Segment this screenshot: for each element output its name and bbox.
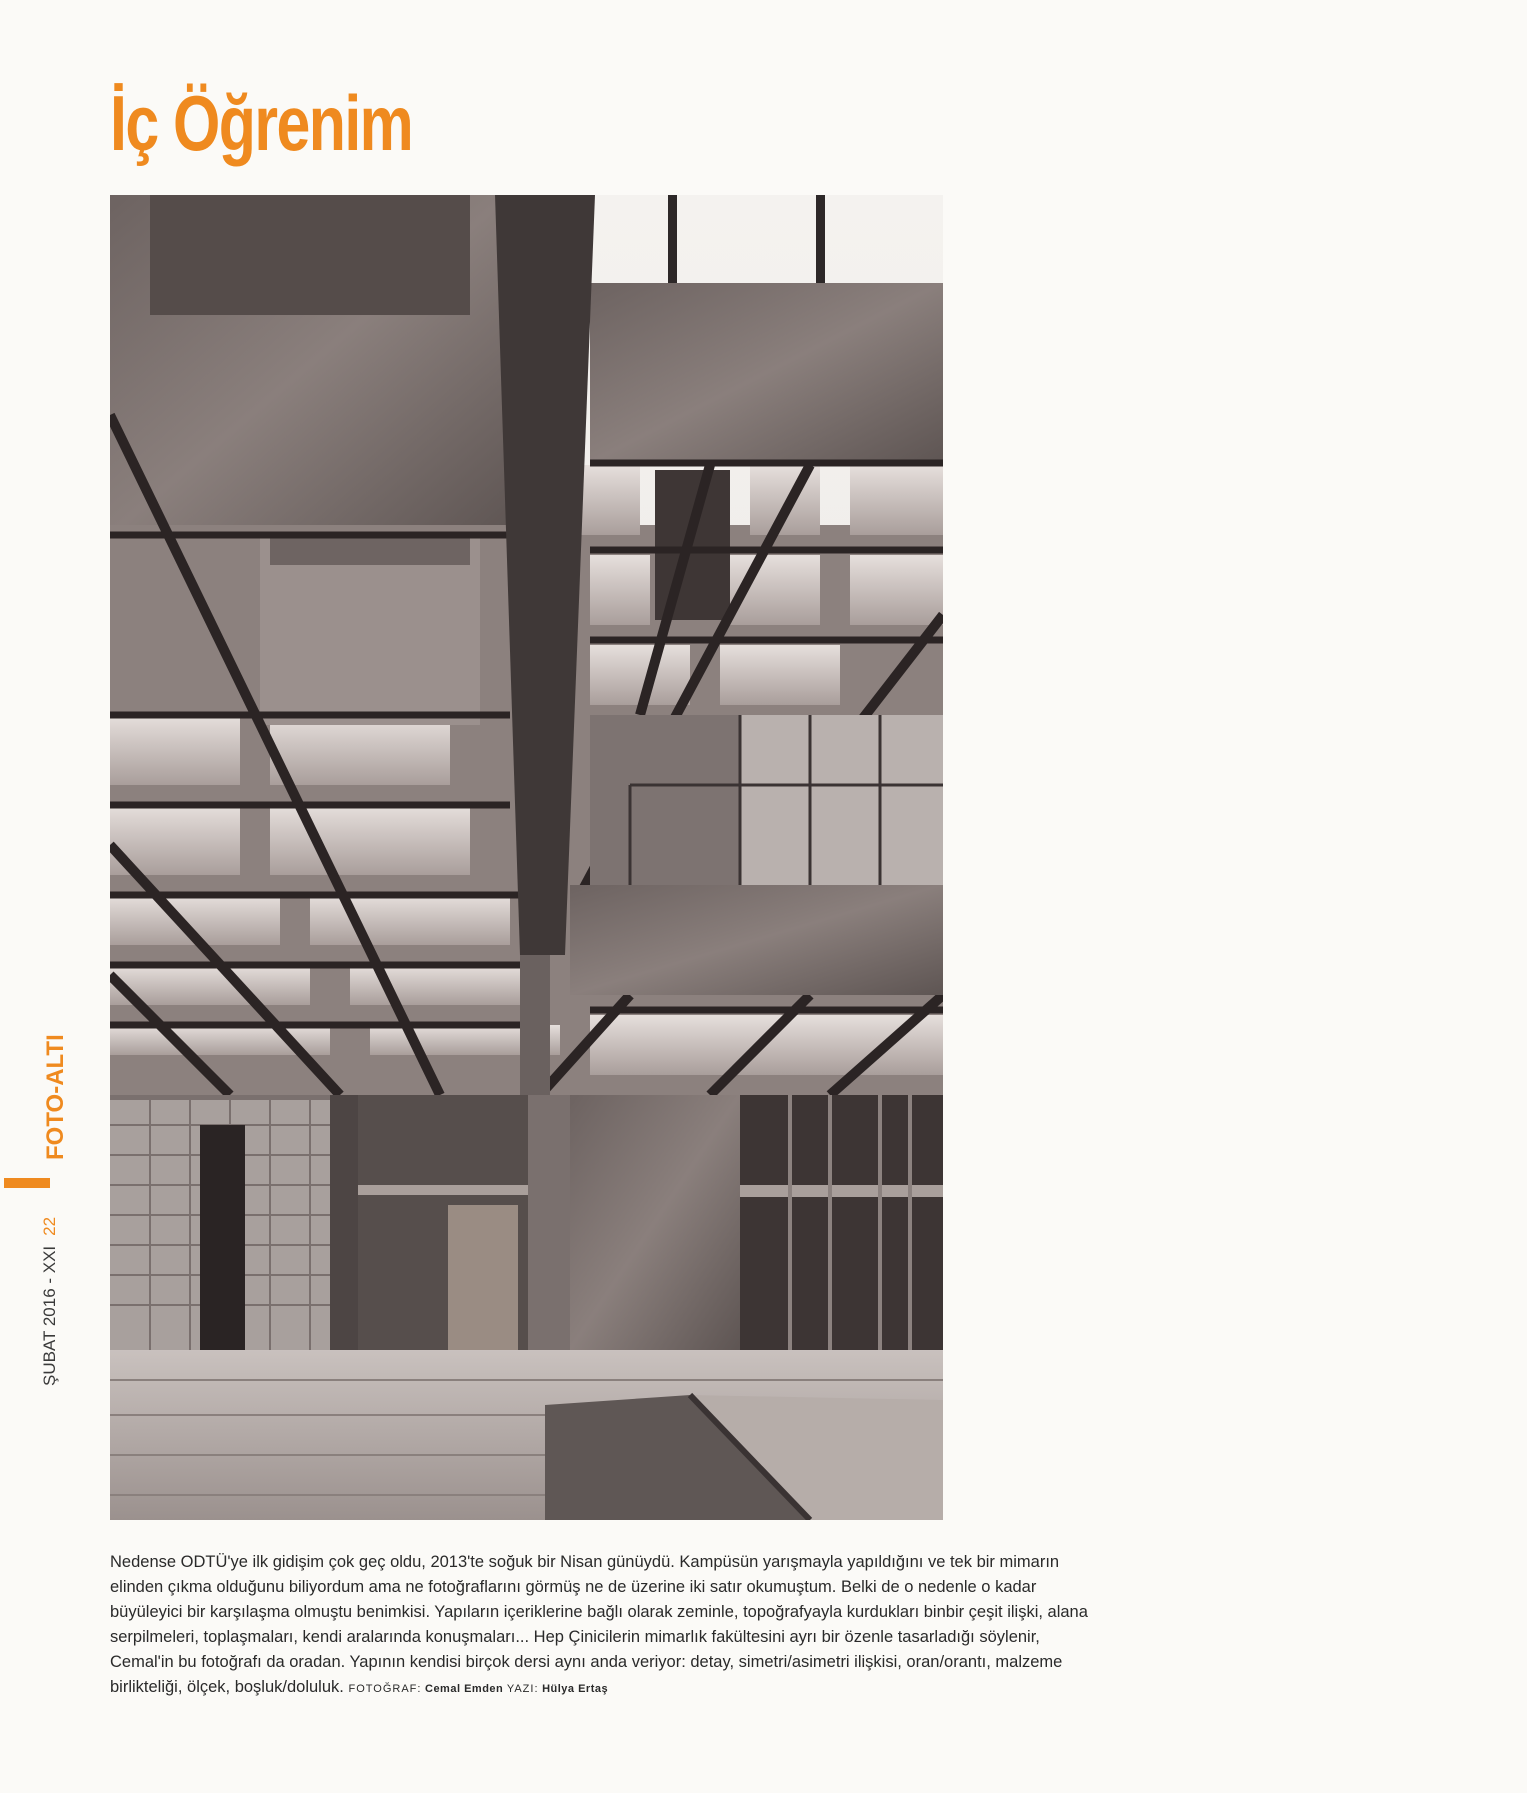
page-number: 22 (40, 1216, 59, 1236)
issue-info (40, 1217, 60, 1386)
photographer-name: Cemal Emden (425, 1683, 504, 1695)
writer-name: Hülya Ertaş (542, 1683, 609, 1695)
section-accent-bar (4, 1178, 50, 1188)
credits (348, 1683, 608, 1695)
side-margin (2, 1000, 82, 1400)
issue-date: ŞUBAT 2016 - XXI (40, 1245, 59, 1386)
photo-credit-label: FOTOĞRAF: (348, 1683, 422, 1695)
architecture-photo (110, 195, 943, 1520)
text-credit-label: YAZI: (506, 1683, 539, 1695)
caption-text: Nedense ODTÜ'ye ilk gidişim çok geç oldu, 2013'te soğuk bir Nisan günüydü. Kampüsün yarışmayla yapıldığını ve tek bir mimarın elinden çıkma olduğunu biliyordum ama ne fotoğraflarını görmüş ne de üzerine iki satır okumuştum. Belki de o nedenle o kadar büyüleyici bir karşılaşma olmuştu benimkisi. Yapıların içeriklerine bağlı olarak zeminle, topoğrafyayla kurdukları binbir çeşit ilişki, alana serpilmeleri, toplaşmaları, kendi aralarında konuşmaları... Hep Çinicilerin mimarlık fakültesini ayrı bir özenle tasarladığı söylenir, Cemal'in bu fotoğrafı da oradan. Yapının kendisi birçok dersi aynı anda veriyor: detay, simetri/asimetri ilişkisi, oran/orantı, malzeme birlikteliği, ölçek, boşluk/doluluk. (110, 1553, 1088, 1696)
photo-icon (110, 195, 943, 1520)
page-title: İç Öğrenim (110, 79, 413, 167)
photo-caption (110, 1550, 1090, 1702)
section-label: FOTO-ALTI (42, 1034, 69, 1160)
